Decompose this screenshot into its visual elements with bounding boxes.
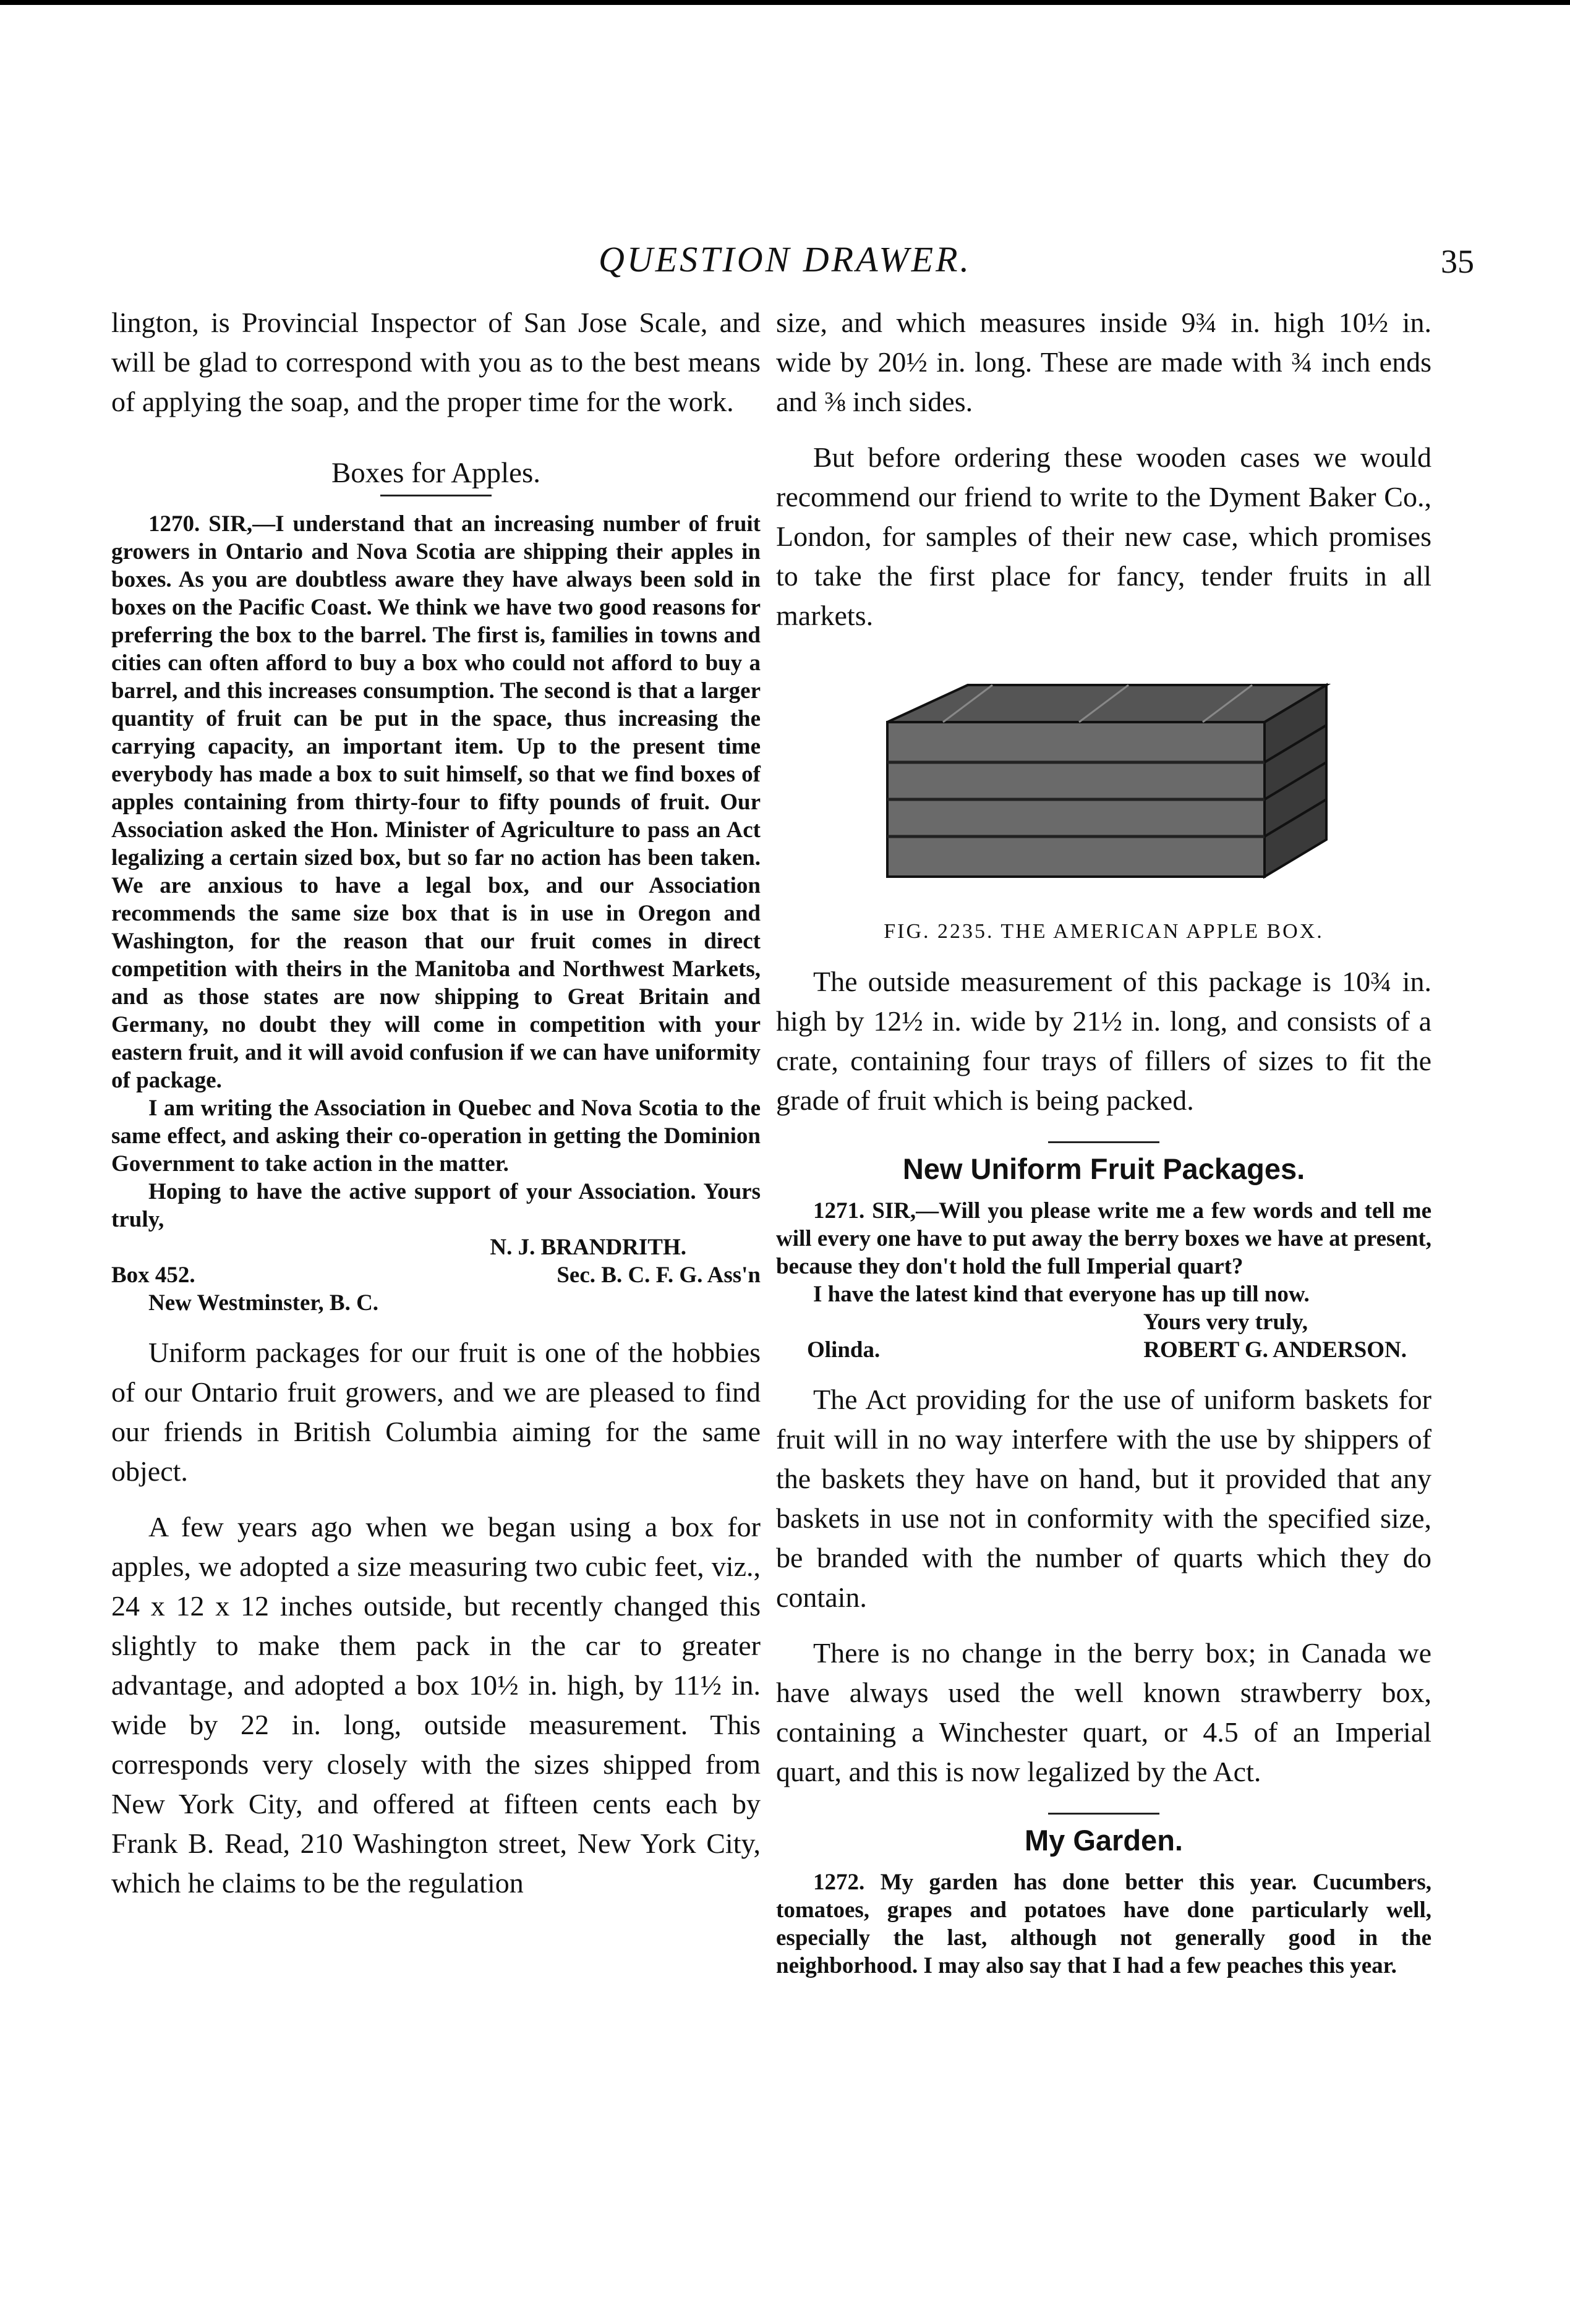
- letter-signer: N. J. BRANDRITH.: [490, 1235, 686, 1260]
- signature-row: [776, 1336, 1431, 1364]
- top-border: [0, 0, 1570, 5]
- letter-body: SIR,—Will you please write me a few words and tell me will every one have to put away the berry boxes we have at present, because they don't hold the full Imperial quart?: [776, 1198, 1431, 1279]
- section-rule: [380, 495, 492, 496]
- question-number: 1271.: [813, 1198, 865, 1224]
- letter-paragraph-3: Hoping to have the active support of your Association. Yours truly,: [111, 1179, 761, 1232]
- berry-box-paragraph: There is no change in the berry box; in Canada we have always used the well known strawberry box, containing a Winchester quart, or 4.5 of an Imperial quart, and this is now legalized by the Act.: [776, 1637, 1431, 1787]
- signer-title: Sec. B. C. F. G. Ass'n: [557, 1262, 761, 1288]
- page-number: 35: [1441, 243, 1474, 280]
- box-number: Box 452.: [111, 1262, 195, 1288]
- letter-paragraph-2: I am writing the Association in Quebec and Nova Scotia to the same effect, and asking their co-operation in getting the Dominion Government to take action in the matter.: [111, 1096, 761, 1177]
- letter-closing: Yours very truly,: [1143, 1309, 1308, 1335]
- section-heading-packages: New Uniform Fruit Packages.: [902, 1152, 1305, 1185]
- section-heading-boxes: Boxes for Apples.: [331, 457, 541, 489]
- letter-place: New Westminster, B. C.: [148, 1290, 379, 1316]
- signature-row: [111, 1261, 761, 1289]
- apple-box-figure: [869, 673, 1339, 908]
- question-number: 1270.: [148, 511, 200, 537]
- act-paragraph: The Act providing for the use of uniform baskets for fruit will in no way interfere with the use by shippers of the baskets they have on hand, but it provided that any baskets in use not in conformity with the specified size, be branded with the number of quarts which they do contain.: [776, 1384, 1431, 1613]
- section-heading-garden: My Garden.: [1025, 1824, 1183, 1857]
- spacer: [776, 1617, 1431, 1633]
- continued-paragraph: size, and which measures inside 9¾ in. high 10½ in. wide by 20½ in. long. These are made with ¾ inch ends and ⅜ inch sides.: [776, 307, 1431, 417]
- letter-signer: ROBERT G. ANDERSON.: [1143, 1337, 1407, 1363]
- spacer: [776, 1364, 1431, 1380]
- running-title: QUESTION DRAWER.: [598, 239, 972, 279]
- right-column: [776, 303, 1431, 1980]
- figure-caption: FIG. 2235. THE AMERICAN APPLE BOX.: [884, 920, 1324, 943]
- letter-body: My garden has done better this year. Cucumbers, tomatoes, grapes and potatoes have done particularly well, especially the last, although not generally good in the neighborhood. I may also say that I had a few peaches this year.: [776, 1870, 1431, 1978]
- section-rule: [1048, 1813, 1159, 1815]
- letter-paragraph-2: I have the latest kind that everyone has up till now.: [813, 1282, 1310, 1307]
- section-rule: [1048, 1141, 1159, 1143]
- letter-1272: [776, 1868, 1431, 1980]
- left-column: [111, 303, 761, 1903]
- letter-place: Olinda.: [807, 1337, 881, 1363]
- few-years-paragraph: A few years ago when we began using a box for apples, we adopted a size measuring two cubic feet, viz., 24 x 12 x 12 inches outside, but recently changed this slightly to make them pack in the car to greater advantage, and adopted a box 10½ in. high, by 11½ in. wide by 22 in. long, outside measurement. This corresponds very closely with the sizes shipped from New York City, and offered at fifteen cents each by Frank B. Read, 210 Washington street, New York City, which he claims to be the regulation: [111, 1511, 761, 1899]
- outside-measurement-paragraph: The outside measurement of this package is 10¾ in. high by 12½ in. wide by 21½ in. long, and consists of a crate, containing four trays of fillers of sizes to fit the grade of fruit which is being packed.: [776, 966, 1431, 1116]
- before-ordering-paragraph: But before ordering these wooden cases we would recommend our friend to write to the Dyment Baker Co., London, for samples of their new case, which promises to take the first place for fancy, tender fruits in all markets.: [776, 441, 1431, 631]
- spacer: [111, 1317, 761, 1333]
- spacer: [776, 422, 1431, 438]
- spacer: [111, 1491, 761, 1507]
- uniform-paragraph: Uniform packages for our fruit is one of the hobbies of our Ontario fruit growers, and we are pleased to find our friends in British Columbia aiming for the same object.: [111, 1337, 761, 1487]
- intro-paragraph: lington, is Provincial Inspector of San Jose Scale, and will be glad to correspond with you as to the best means of applying the soap, and the proper time for the work.: [111, 307, 761, 417]
- apple-box-illustration: [869, 673, 1339, 908]
- question-number: 1272.: [813, 1870, 865, 1895]
- letter-1270: [111, 510, 761, 1094]
- letter-body: SIR,—I understand that an increasing number of fruit growers in Ontario and Nova Scotia are shipping their apples in boxes. As you are doubtless aware they have always been sold in boxes on the Pacific Coast. We think we have two good reasons for preferring the box to the barrel. The first is, families in towns and cities can often afford to buy a box who could not afford to buy a barrel, and this increases consumption. The second is that a larger quantity of fruit can be put in the space, thus increasing the carrying capacity, an important item. Up to the present time everybody has made a box to suit himself, so that we find boxes of apples containing from thirty-four to fifty pounds of fruit. Our Association asked the Hon. Minister of Agriculture to pass an Act legalizing a certain sized box, but so far no action has been taken. We are anxious to have a legal box, and our Association recommends the same size box that is in use in Oregon and Washington, for the reason that our fruit comes in direct competition with theirs in the Manitoba and Northwest Markets, and as those states are now shipping to Great Britain and Germany, no doubt they will come in competition with your eastern fruit, and it will avoid confusion if we can have uniformity of package.: [111, 511, 761, 1093]
- letter-1271: [776, 1197, 1431, 1280]
